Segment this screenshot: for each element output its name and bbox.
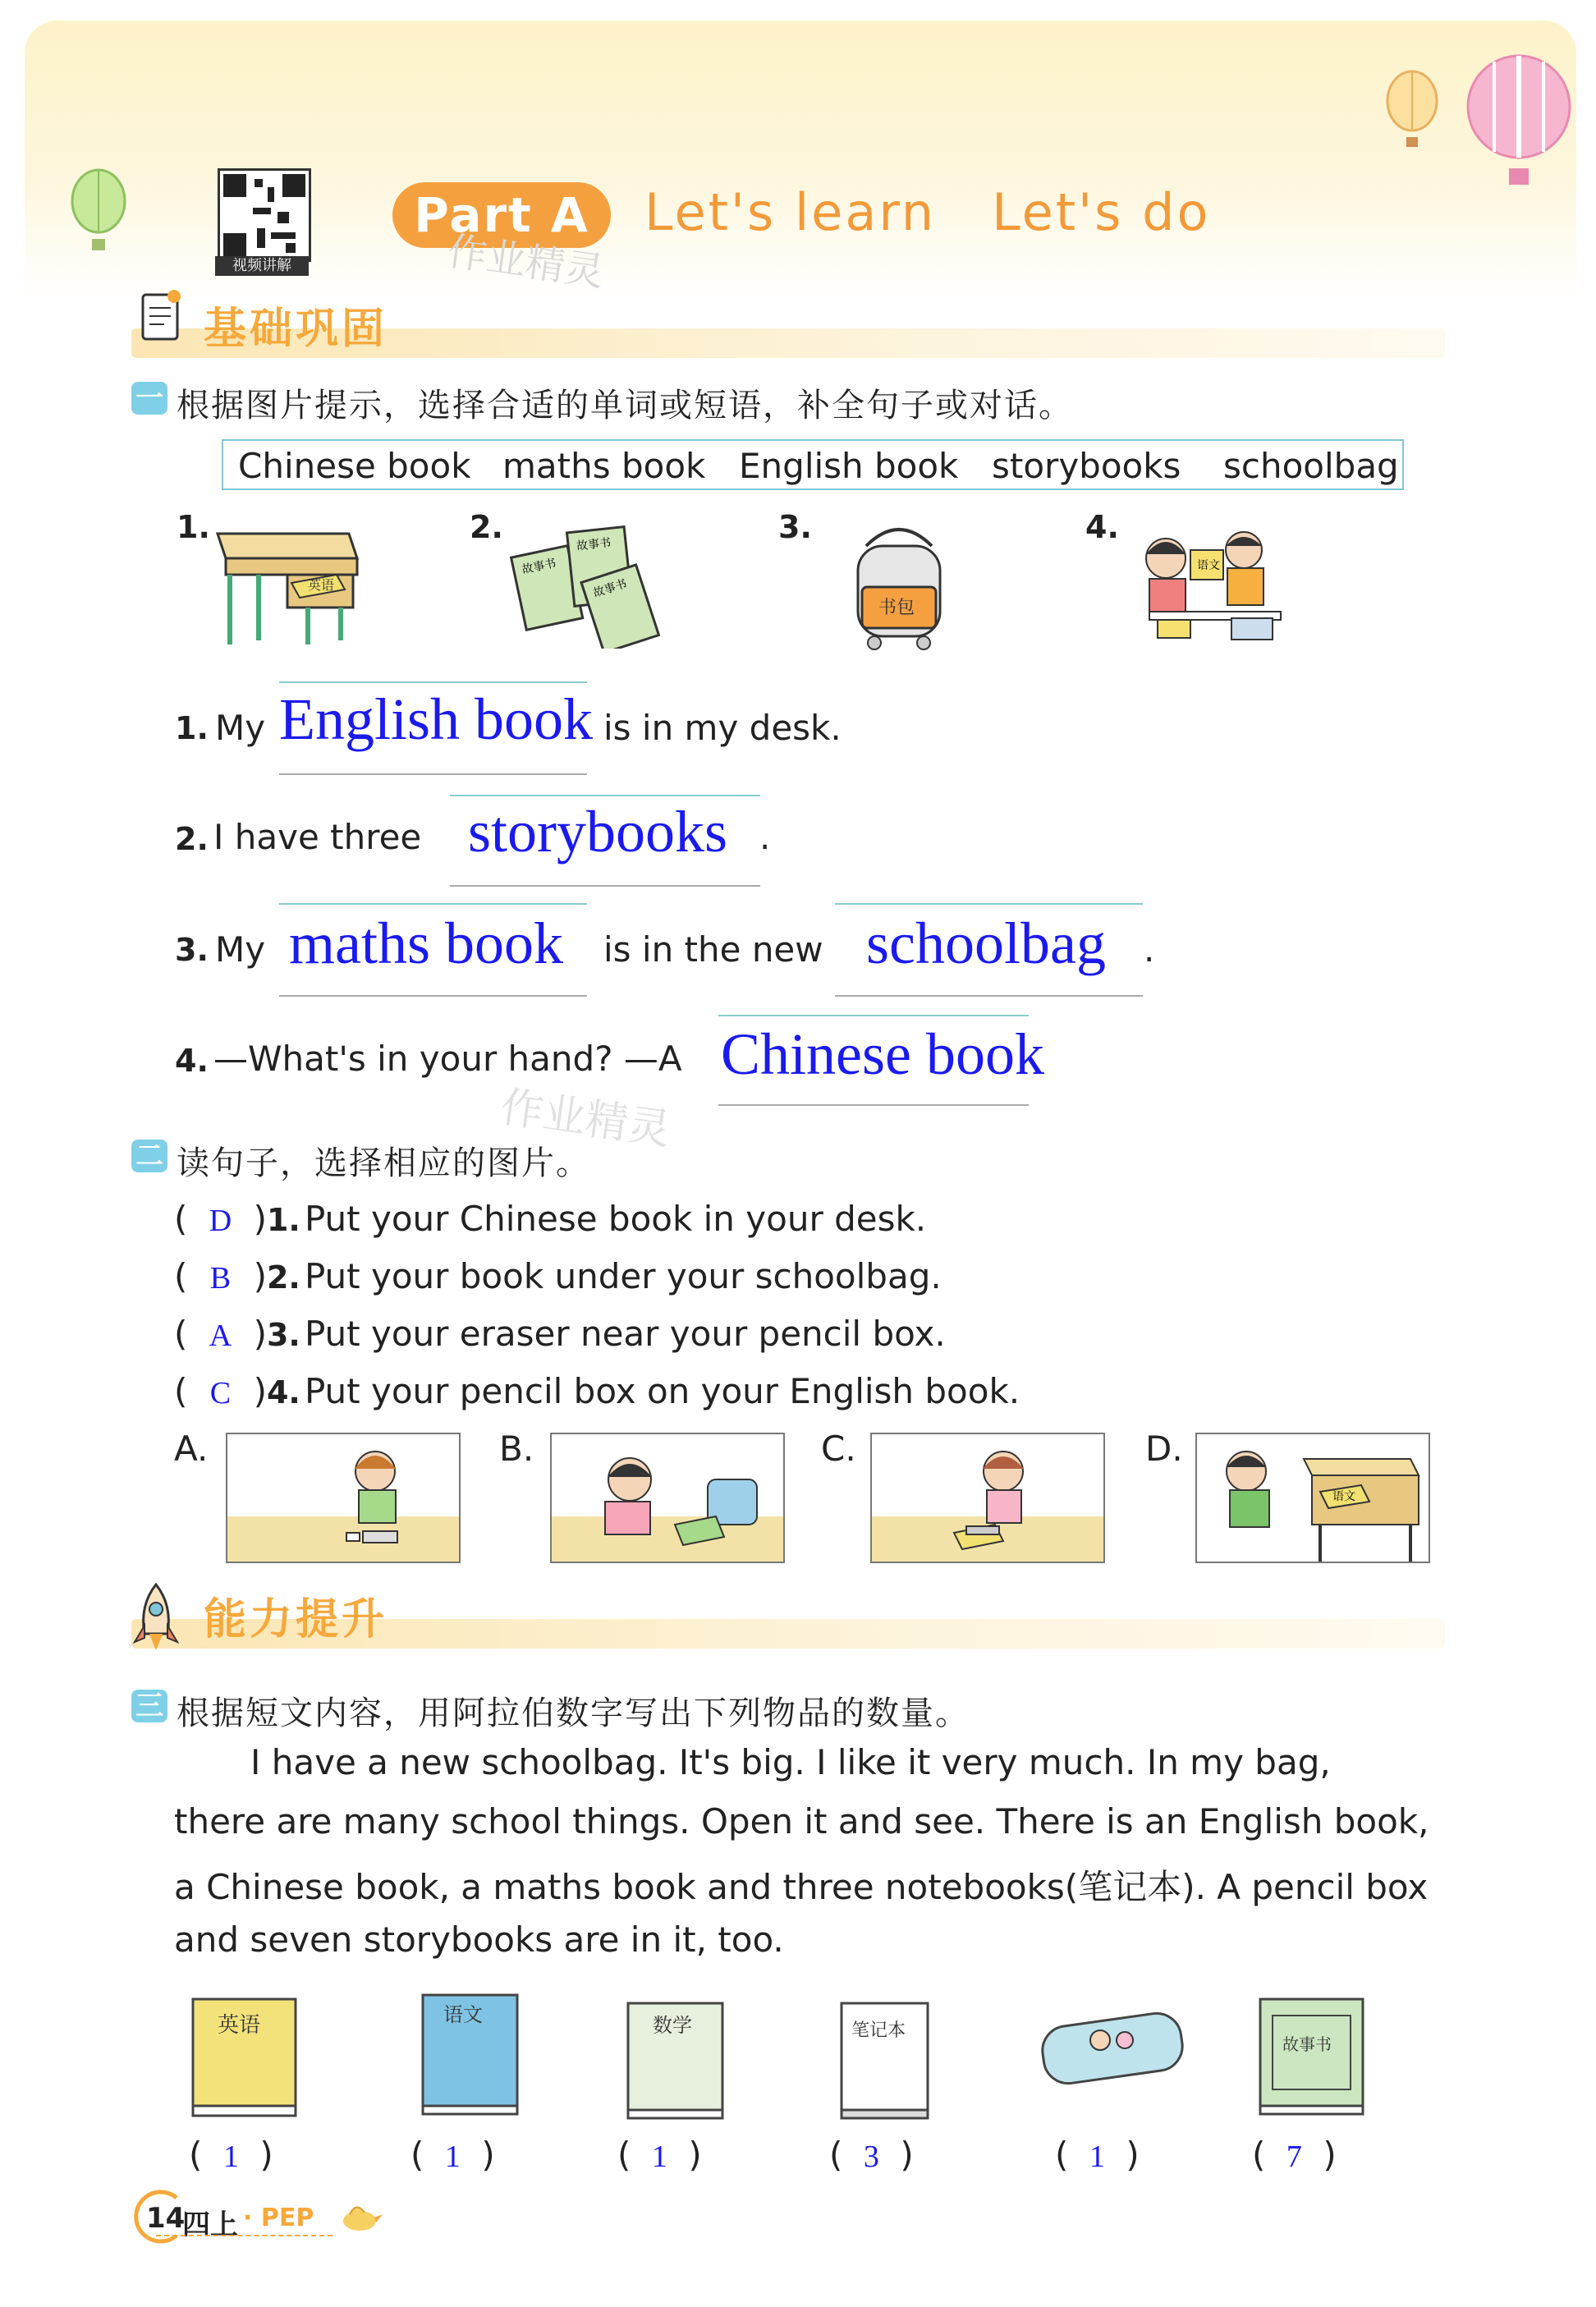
choice-text: Put your book under your schoolbag.	[304, 1256, 942, 1296]
qr-code[interactable]	[218, 168, 311, 262]
pencil-box-icon	[1034, 2003, 1190, 2102]
choice-row: ( A )3. Put your eraser near your pencil box.	[174, 1314, 946, 1354]
picture-label: A.	[174, 1429, 209, 1469]
picture-label: 3.	[778, 509, 812, 545]
svg-text:故事书: 故事书	[591, 577, 629, 601]
answer-line	[279, 903, 587, 905]
passage-line: and seven storybooks are in it, too.	[174, 1919, 784, 1960]
svg-text:数学: 数学	[653, 2014, 692, 2037]
sentence-text: —What's in your hand? —A	[213, 1039, 682, 1079]
choice-row: ( D )1. Put your Chinese book in your desk.	[174, 1199, 927, 1239]
count-answer-row: ( 1 )	[189, 2135, 273, 2175]
answer-storybooks[interactable]: storybooks	[468, 799, 728, 865]
edition-label: · PEP	[243, 2204, 314, 2232]
answer-schoolbag[interactable]: schoolbag	[866, 910, 1106, 976]
word-bank-item: English book	[739, 446, 959, 486]
notebook-icon	[833, 1995, 940, 2126]
answer-line	[835, 903, 1143, 905]
passage-line: a Chinese book, a maths book and three notebooks(笔记本). A pencil box	[174, 1867, 1429, 1907]
count-answer-row: ( 3 )	[829, 2135, 914, 2175]
count-answer[interactable]: 1	[222, 2140, 239, 2174]
svg-text:语文: 语文	[1332, 1490, 1355, 1503]
sentence-text: I have three	[213, 817, 422, 857]
count-answer-row: ( 1 )	[617, 2135, 702, 2175]
question-instruction: 根据短文内容，用阿拉伯数字写出下列物品的数量。	[177, 1695, 970, 1732]
count-answer[interactable]: 7	[1286, 2140, 1302, 2174]
answer-line	[718, 1015, 1029, 1016]
picture-b	[550, 1433, 785, 1563]
balloon-icon	[66, 168, 131, 259]
word-bank	[222, 439, 1404, 490]
choice-row: ( B )2. Put your book under your schoolbag.	[174, 1256, 942, 1296]
word-bank-item: Chinese book	[238, 446, 471, 486]
svg-text:语文: 语文	[443, 2003, 483, 2026]
item-number: 1.	[175, 710, 209, 746]
svg-text:英语: 英语	[218, 2013, 261, 2038]
item-number: 2.	[175, 821, 209, 857]
svg-text:笔记本: 笔记本	[851, 2020, 906, 2041]
picture-d	[1195, 1433, 1430, 1563]
grade-label: 四上	[182, 2208, 238, 2241]
page-number: 14	[146, 2202, 186, 2235]
word-bank-item: schoolbag	[1223, 446, 1399, 486]
rocket-icon	[131, 1580, 181, 1654]
section-title: 能力提升	[204, 1595, 388, 1644]
storybooks-picture	[501, 517, 665, 649]
picture-label: B.	[499, 1429, 534, 1469]
storybook-icon	[1248, 1991, 1375, 2122]
svg-text:故事书: 故事书	[576, 536, 612, 553]
word-bank-item: maths book	[502, 446, 706, 486]
answer-english-book[interactable]: English book	[279, 686, 594, 752]
choice-text: Put your pencil box on your English book.	[304, 1371, 1020, 1411]
count-answer[interactable]: 1	[651, 2140, 667, 2174]
english-book-icon	[185, 1991, 308, 2122]
choice-answer[interactable]: C	[209, 1376, 232, 1410]
count-answer-row: ( 1 )	[1055, 2135, 1140, 2175]
sentence-text: .	[1144, 929, 1155, 970]
picture-label: D.	[1145, 1429, 1183, 1469]
answer-chinese-book[interactable]: Chinese book	[721, 1021, 1044, 1087]
question-number: 一	[131, 382, 167, 415]
sentence-text: is in the new	[603, 929, 823, 970]
qr-caption: 视频讲解	[215, 256, 309, 276]
choice-answer[interactable]: A	[209, 1319, 232, 1353]
svg-text:英语: 英语	[308, 577, 335, 593]
answer-line	[835, 995, 1143, 997]
question-number: 三	[131, 1690, 167, 1722]
count-answer[interactable]: 1	[1089, 2140, 1105, 2174]
sentence-text: .	[759, 817, 771, 857]
answer-line	[450, 885, 760, 887]
svg-text:故事书: 故事书	[1282, 2034, 1332, 2054]
picture-label: C.	[821, 1429, 856, 1469]
section-title: 基础巩固	[204, 305, 388, 354]
answer-line	[450, 795, 760, 796]
svg-text:书包: 书包	[878, 598, 915, 618]
scroll-icon	[131, 283, 189, 349]
watermark: 作业精灵	[498, 1082, 674, 1156]
answer-line	[279, 681, 587, 683]
picture-c	[870, 1433, 1105, 1563]
footer-underline	[156, 2235, 332, 2236]
part-label: Part A	[392, 182, 611, 248]
question-number: 二	[131, 1140, 167, 1172]
choice-row: ( C )4. Put your pencil box on your English book.	[174, 1371, 1020, 1411]
desk-picture	[209, 517, 361, 649]
balloon-icon	[1379, 70, 1445, 152]
item-number: 4.	[175, 1043, 209, 1079]
picture-a	[226, 1433, 461, 1563]
picture-label: 4.	[1085, 509, 1119, 545]
answer-maths-book[interactable]: maths book	[289, 910, 563, 976]
maths-book-icon	[620, 1995, 735, 2126]
bird-icon	[335, 2196, 384, 2237]
children-picture	[1125, 521, 1289, 644]
answer-line	[718, 1104, 1029, 1106]
schoolbag-picture	[837, 513, 961, 653]
answer-line	[279, 995, 587, 997]
page-title: Let's learn Let's do	[644, 182, 1211, 242]
count-answer[interactable]: 3	[863, 2140, 879, 2174]
picture-label: 2.	[470, 509, 503, 545]
picture-label: 1.	[177, 509, 210, 545]
choice-answer[interactable]: B	[209, 1261, 232, 1296]
item-number: 3.	[175, 932, 209, 968]
count-answer[interactable]: 1	[444, 2140, 461, 2174]
watermark: 作业精灵	[444, 227, 608, 296]
count-answer-row: ( 7 )	[1252, 2135, 1337, 2175]
choice-text: Put your eraser near your pencil box.	[304, 1314, 946, 1354]
passage-line: there are many school things. Open it and see. There is an English book,	[174, 1801, 1429, 1841]
svg-text:故事书: 故事书	[521, 557, 557, 577]
word-bank-item: storybooks	[992, 446, 1181, 486]
choice-answer[interactable]: D	[209, 1204, 232, 1238]
question-instruction: 读句子，选择相应的图片。	[177, 1144, 590, 1182]
svg-text:语文: 语文	[1197, 559, 1220, 572]
choice-text: Put your Chinese book in your desk.	[304, 1199, 927, 1239]
passage-line: I have a new schoolbag. It's big. I like it very much. In my bag,	[250, 1742, 1331, 1782]
chinese-book-icon	[415, 1987, 530, 2122]
balloon-icon	[1461, 53, 1576, 193]
sentence-text: My	[215, 708, 266, 748]
sentence-text: My	[215, 929, 266, 970]
sentence-text: is in my desk.	[603, 708, 842, 748]
answer-line	[279, 773, 587, 775]
count-answer-row: ( 1 )	[410, 2135, 495, 2175]
question-instruction: 根据图片提示，选择合适的单词或短语，补全句子或对话。	[177, 387, 1073, 424]
